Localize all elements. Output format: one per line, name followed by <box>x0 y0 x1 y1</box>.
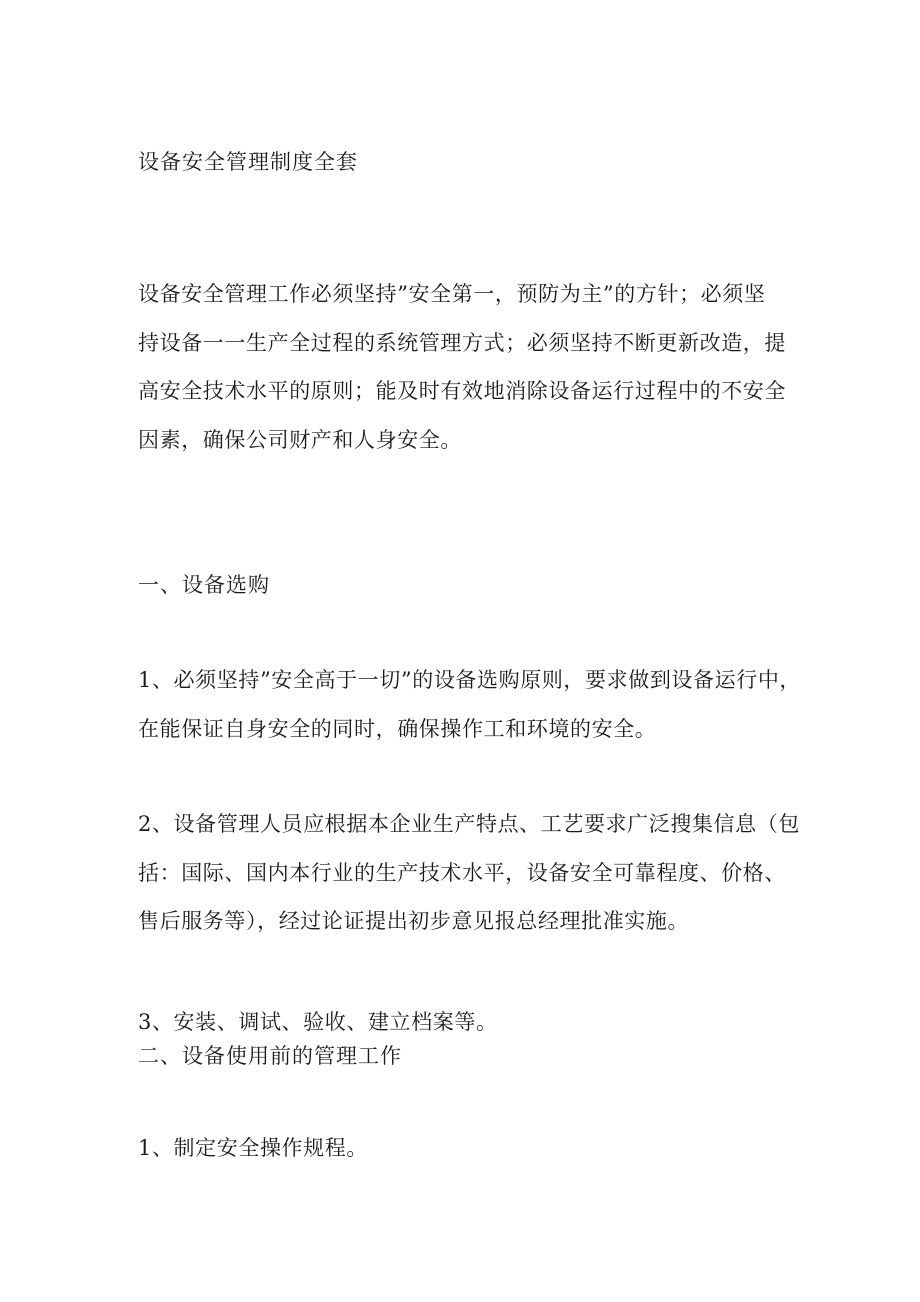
item-line: 2、设备管理人员应根据本企业生产特点、工艺要求广泛搜集信息（包 <box>138 812 800 836</box>
section2-item-1 <box>138 1124 798 1173</box>
section1-item-1 <box>138 656 802 753</box>
intro-line: 因素，确保公司财产和人身安全。 <box>138 427 462 452</box>
document-title: 设备安全管理制度全套 <box>138 150 358 174</box>
section-heading-equipment-purchase: 一、设备选购 <box>138 573 270 597</box>
item-line: 售后服务等），经过论证提出初步意见报总经理批准实施。 <box>138 909 690 933</box>
intro-line: 高安全技术水平的原则；能及时有效地消除设备运行过程中的不安全 <box>138 379 786 403</box>
item-line: 1、必须坚持”安全高于一切”的设备选购原则，要求做到设备运行中， <box>138 668 802 692</box>
intro-line: 持设备一一生产全过程的系统管理方式；必须坚持不断更新改造，提 <box>138 330 786 355</box>
item-line: 3、安装、调试、验收、建立档案等。 <box>138 1010 498 1034</box>
item-line: 在能保证自身安全的同时，确保操作工和环境的安全。 <box>138 716 657 741</box>
intro-paragraph <box>138 270 788 464</box>
intro-line: 设备安全管理工作必须坚持”安全第一，预防为主”的方针；必须坚 <box>138 282 766 306</box>
item-line: 括：国际、国内本行业的生产技术水平，设备安全可靠程度、价格、 <box>138 860 786 885</box>
section-heading-pre-use-management: 二、设备使用前的管理工作 <box>138 1044 402 1068</box>
item-line: 1、制定安全操作规程。 <box>138 1136 368 1160</box>
section1-item-2 <box>138 800 798 946</box>
